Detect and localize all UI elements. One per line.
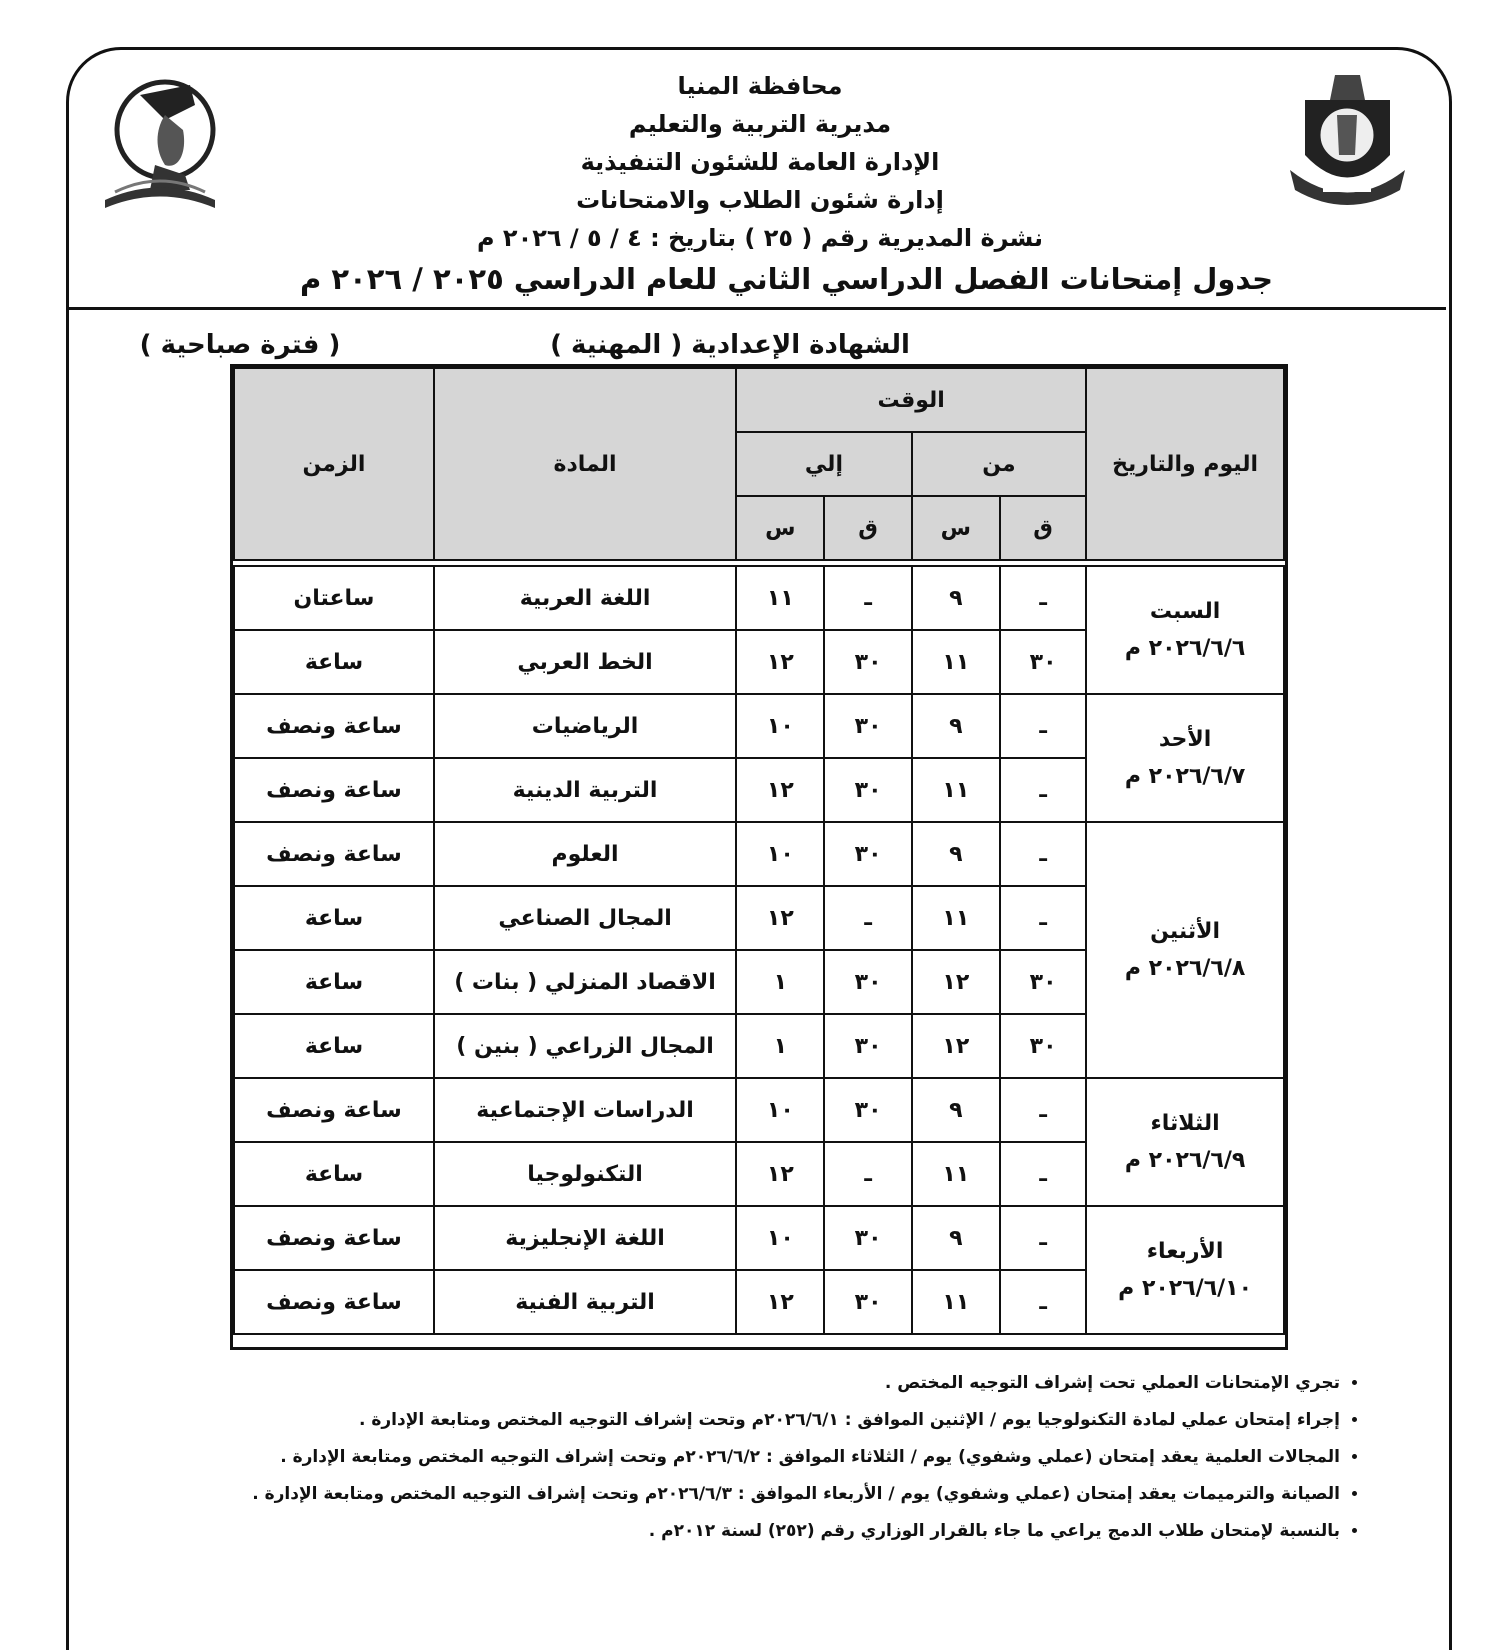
- header-time: الوقت: [736, 368, 1086, 432]
- period-label: ( فترة صباحية ): [139, 330, 341, 360]
- header-to-hour: س: [736, 496, 824, 560]
- to-hour-cell: ١٢: [736, 886, 824, 950]
- table-row: [234, 1206, 1284, 1270]
- to-minute-cell: ٣٠: [824, 1206, 911, 1270]
- duration-cell: ساعة ونصف: [234, 758, 434, 822]
- department-name: إدارة شئون الطلاب والامتحانات: [576, 186, 944, 214]
- day-date-cell: [1086, 1206, 1284, 1334]
- subject-cell: الرياضيات: [434, 694, 736, 758]
- header-day-date: اليوم والتاريخ: [1086, 368, 1284, 560]
- duration-cell: ساعة: [234, 1014, 434, 1078]
- subject-cell: التربية الدينية: [434, 758, 736, 822]
- day-name: السبت: [1149, 598, 1221, 624]
- day-name: الأثنين: [1150, 918, 1221, 944]
- governorate-name: محافظة المنيا: [677, 72, 843, 100]
- from-hour-cell: ٩: [912, 566, 1000, 630]
- day-name: الأحد: [1158, 726, 1212, 752]
- subject-cell: الاقصاد المنزلي ( بنات ): [434, 950, 736, 1014]
- to-minute-cell: ٣٠: [824, 758, 911, 822]
- exam-date: ٢٠٢٦/٦/٨ م: [1124, 956, 1246, 981]
- header-from-minute: ق: [1000, 496, 1086, 560]
- from-minute-cell: ٣٠: [1000, 630, 1086, 694]
- from-minute-cell: ـ: [1000, 1270, 1086, 1334]
- to-hour-cell: ١٢: [736, 758, 824, 822]
- to-hour-cell: ١٠: [736, 1206, 824, 1270]
- duration-cell: ساعة: [234, 886, 434, 950]
- to-hour-cell: ١٠: [736, 1078, 824, 1142]
- from-minute-cell: ٣٠: [1000, 1014, 1086, 1078]
- exam-date: ٢٠٢٦/٦/٧ م: [1124, 764, 1246, 789]
- subject-cell: اللغة الإنجليزية: [434, 1206, 736, 1270]
- to-hour-cell: ١٢: [736, 630, 824, 694]
- duration-cell: ساعة ونصف: [234, 694, 434, 758]
- from-minute-cell: ٣٠: [1000, 950, 1086, 1014]
- table-row: [234, 694, 1284, 758]
- exam-date: ٢٠٢٦/٦/٩ م: [1124, 1148, 1246, 1173]
- day-name: الأربعاء: [1146, 1238, 1224, 1264]
- to-hour-cell: ١١: [736, 566, 824, 630]
- from-hour-cell: ٩: [912, 1078, 1000, 1142]
- exam-date: ٢٠٢٦/٦/٦ م: [1124, 636, 1246, 661]
- from-hour-cell: ١١: [912, 758, 1000, 822]
- header-to: إلي: [736, 432, 912, 496]
- subject-cell: الدراسات الإجتماعية: [434, 1078, 736, 1142]
- duration-cell: ساعة: [234, 950, 434, 1014]
- from-hour-cell: ٩: [912, 822, 1000, 886]
- note-item: • الصيانة والترميمات يعقد إمتحان (عملي وشفوي) يوم / الأربعاء الموافق : ٢٠٢٦/٦/٣م وتحت إشراف التوجيه المختص ومتابعة الإدارة .: [60, 1476, 1340, 1513]
- duration-cell: ساعة ونصف: [234, 822, 434, 886]
- to-minute-cell: ٣٠: [824, 1014, 911, 1078]
- bulletin-number: نشرة المديرية رقم ( ٢٥ ) بتاريخ : ٤ / ٥ / ٢٠٢٦ م: [476, 224, 1044, 252]
- from-hour-cell: ٩: [912, 1206, 1000, 1270]
- from-minute-cell: ـ: [1000, 822, 1086, 886]
- note-item: • تجري الإمتحانات العملي تحت إشراف التوجيه المختص .: [60, 1365, 1340, 1402]
- to-hour-cell: ١٠: [736, 694, 824, 758]
- day-date-cell: [1086, 822, 1284, 1078]
- subject-cell: المجال الزراعي ( بنين ): [434, 1014, 736, 1078]
- to-minute-cell: ٣٠: [824, 950, 911, 1014]
- from-minute-cell: ـ: [1000, 1142, 1086, 1206]
- day-date-cell: [1086, 694, 1284, 822]
- header-from-hour: س: [912, 496, 1000, 560]
- note-item: • بالنسبة لإمتحان طلاب الدمج يراعي ما جاء بالقرار الوزاري رقم (٢٥٢) لسنة ٢٠١٢م .: [60, 1513, 1340, 1550]
- from-hour-cell: ١٢: [912, 1014, 1000, 1078]
- to-hour-cell: ١٢: [736, 1270, 824, 1334]
- day-date-cell: [1086, 1078, 1284, 1206]
- to-minute-cell: ٣٠: [824, 630, 911, 694]
- note-item: • إجراء إمتحان عملي لمادة التكنولوجيا يوم / الإثنين الموافق : ٢٠٢٦/٦/١م وتحت إشراف التوجيه المختص ومتابعة الإدارة .: [60, 1402, 1340, 1439]
- duration-cell: ساعة ونصف: [234, 1078, 434, 1142]
- duration-cell: ساعة: [234, 630, 434, 694]
- header-duration: الزمن: [234, 368, 434, 560]
- general-admin-name: الإدارة العامة للشئون التنفيذية: [580, 148, 940, 176]
- header-subject: المادة: [434, 368, 736, 560]
- duration-cell: ساعتان: [234, 566, 434, 630]
- from-hour-cell: ١١: [912, 630, 1000, 694]
- to-minute-cell: ٣٠: [824, 694, 911, 758]
- subject-cell: التكنولوجيا: [434, 1142, 736, 1206]
- nefertiti-book-logo-icon: [95, 70, 225, 215]
- table-row: [234, 566, 1284, 630]
- note-item: • المجالات العلمية يعقد إمتحان (عملي وشفوي) يوم / الثلاثاء الموافق : ٢٠٢٦/٦/٢م وتحت إشراف التوجيه المختص ومتابعة الإدارة .: [60, 1439, 1340, 1476]
- exam-schedule-table: [230, 364, 1288, 1350]
- duration-cell: ساعة: [234, 1142, 434, 1206]
- from-hour-cell: ٩: [912, 694, 1000, 758]
- header-to-minute: ق: [824, 496, 911, 560]
- from-minute-cell: ـ: [1000, 566, 1086, 630]
- to-minute-cell: ـ: [824, 1142, 911, 1206]
- notes-section: [60, 1365, 1380, 1550]
- day-name: الثلاثاء: [1150, 1110, 1220, 1136]
- from-minute-cell: ـ: [1000, 886, 1086, 950]
- subject-cell: التربية الفنية: [434, 1270, 736, 1334]
- to-hour-cell: ١: [736, 950, 824, 1014]
- certificate-title: الشهادة الإعدادية ( المهنية ): [550, 330, 910, 360]
- from-minute-cell: ـ: [1000, 1078, 1086, 1142]
- subject-cell: الخط العربي: [434, 630, 736, 694]
- from-minute-cell: ـ: [1000, 758, 1086, 822]
- to-minute-cell: ٣٠: [824, 1270, 911, 1334]
- from-hour-cell: ١١: [912, 1142, 1000, 1206]
- from-minute-cell: ـ: [1000, 694, 1086, 758]
- subject-cell: العلوم: [434, 822, 736, 886]
- to-hour-cell: ١٢: [736, 1142, 824, 1206]
- to-minute-cell: ـ: [824, 886, 911, 950]
- to-hour-cell: ١٠: [736, 822, 824, 886]
- to-minute-cell: ٣٠: [824, 1078, 911, 1142]
- header-from: من: [912, 432, 1086, 496]
- governorate-emblem-icon: [1285, 70, 1410, 210]
- day-date-cell: [1086, 566, 1284, 694]
- directorate-name: مديرية التربية والتعليم: [628, 110, 892, 138]
- subject-cell: المجال الصناعي: [434, 886, 736, 950]
- from-minute-cell: ـ: [1000, 1206, 1086, 1270]
- to-minute-cell: ٣٠: [824, 822, 911, 886]
- subject-cell: اللغة العربية: [434, 566, 736, 630]
- exam-date: ٢٠٢٦/٦/١٠ م: [1118, 1276, 1253, 1301]
- from-hour-cell: ١١: [912, 886, 1000, 950]
- duration-cell: ساعة ونصف: [234, 1270, 434, 1334]
- to-hour-cell: ١: [736, 1014, 824, 1078]
- to-minute-cell: ـ: [824, 566, 911, 630]
- from-hour-cell: ١١: [912, 1270, 1000, 1334]
- table-row: [234, 822, 1284, 886]
- main-title: جدول إمتحانات الفصل الدراسي الثاني للعام الدراسي ٢٠٢٥ / ٢٠٢٦ م: [300, 262, 1274, 296]
- from-hour-cell: ١٢: [912, 950, 1000, 1014]
- duration-cell: ساعة ونصف: [234, 1206, 434, 1270]
- header-divider: [68, 307, 1446, 310]
- table-row: [234, 1078, 1284, 1142]
